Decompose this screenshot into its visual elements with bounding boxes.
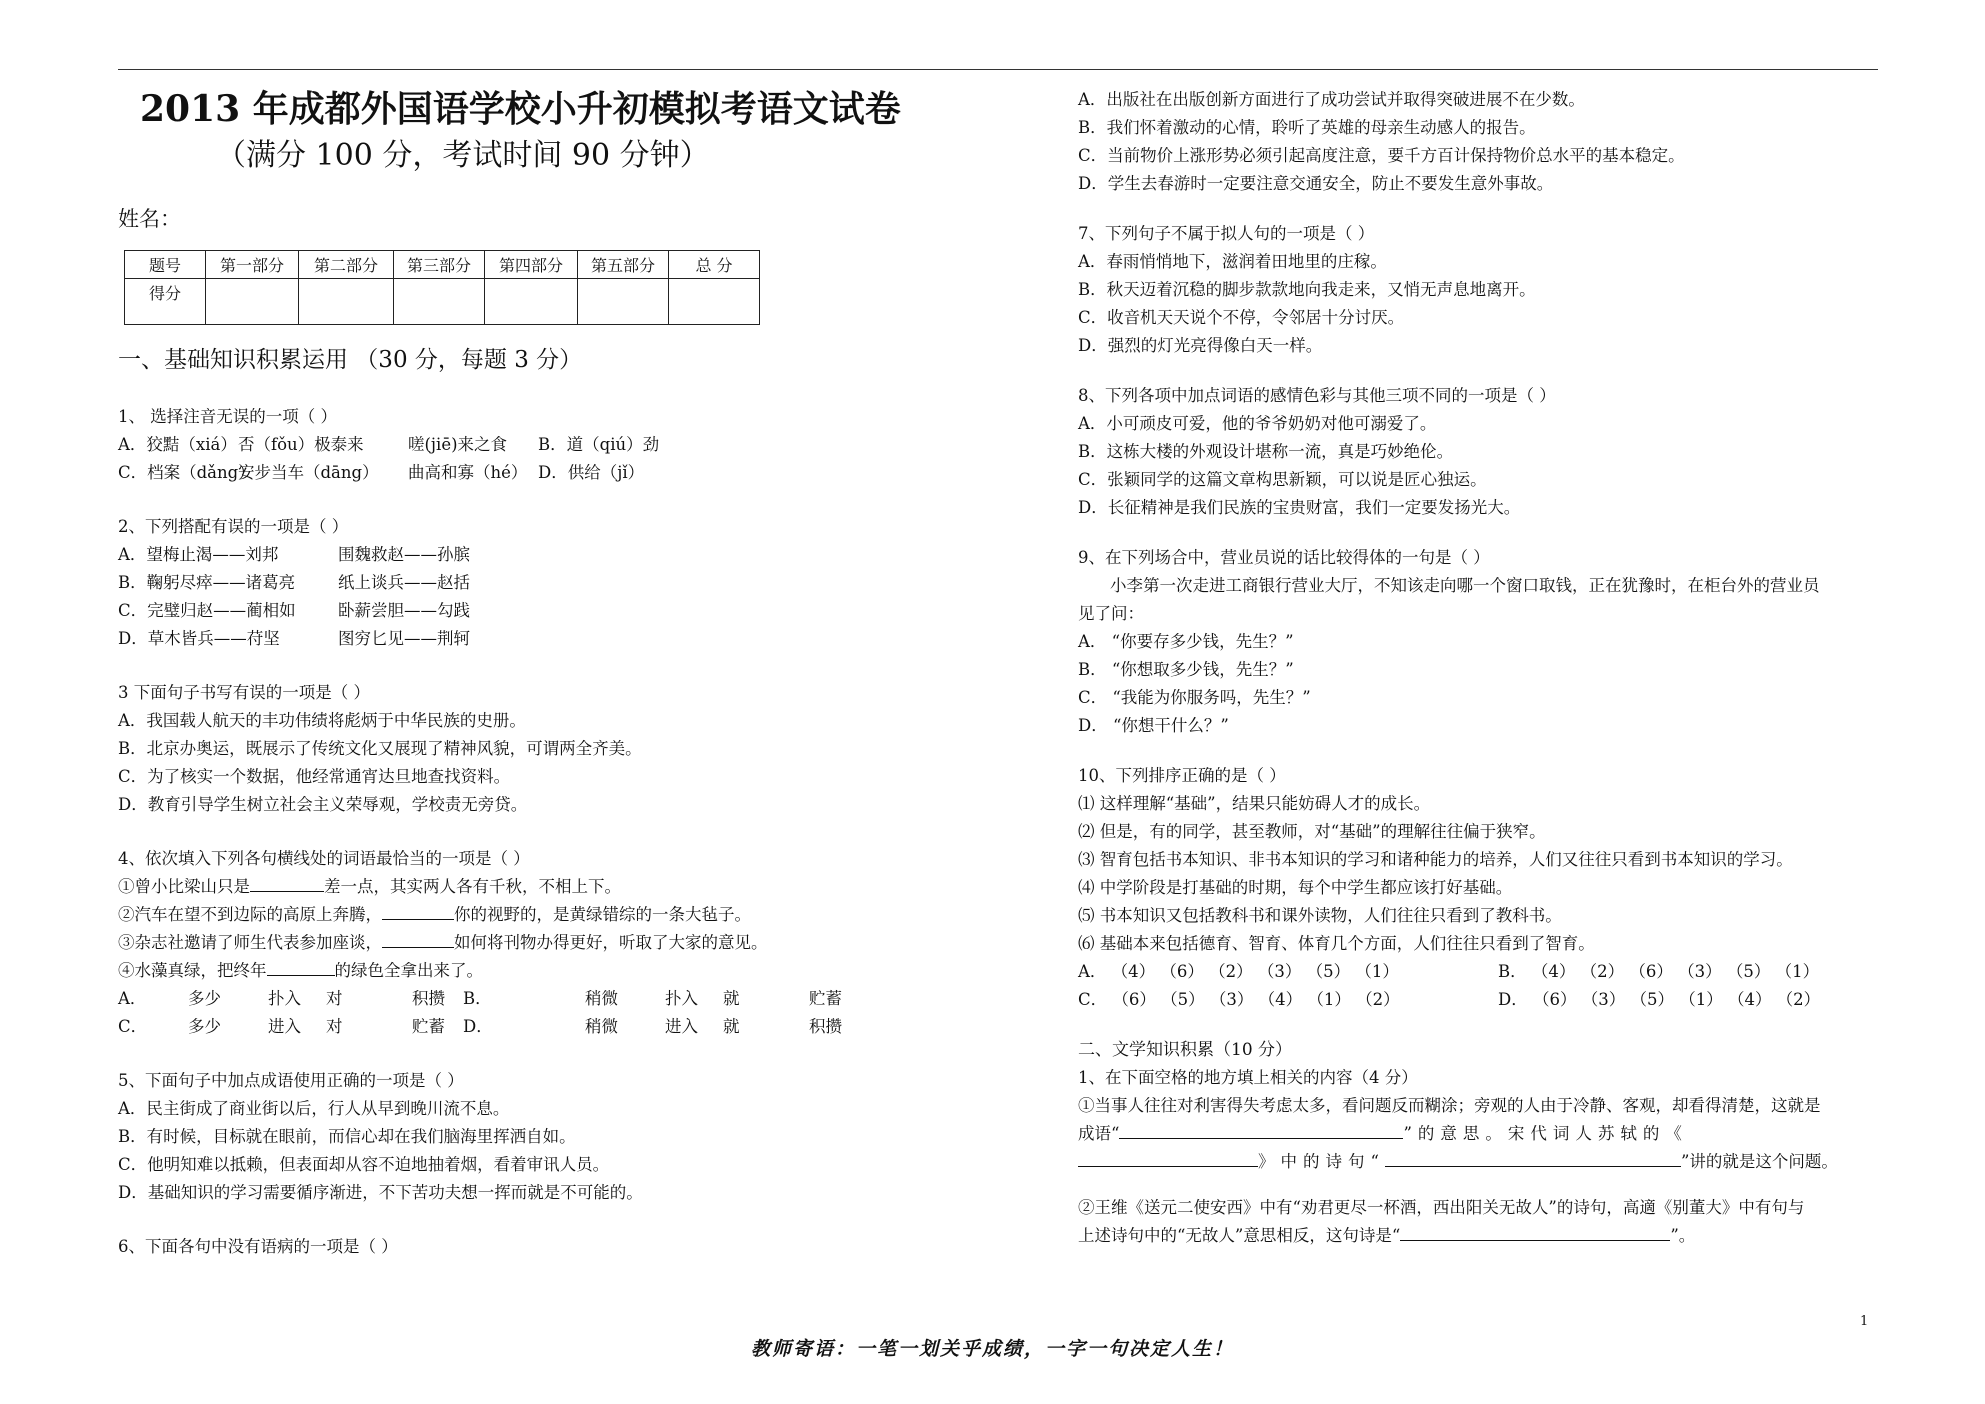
score-header-cell: 第二部分 — [299, 251, 394, 279]
question-context: 见了问： — [1078, 604, 1144, 623]
score-row-label: 得分 — [125, 279, 206, 325]
score-cell[interactable] — [485, 279, 578, 325]
option-word: 积攒 — [412, 989, 445, 1008]
option: 嗟(jiē)来之食 — [408, 435, 508, 454]
options — [1078, 958, 1878, 1014]
score-header-cell: 第四部分 — [485, 251, 578, 279]
option: D．供给（jǐ） — [538, 463, 645, 482]
option: D．草木皆兵——苻坚 — [118, 629, 280, 648]
section-1-title: 一、基础知识积累运用 （30 分，每题 3 分） — [118, 347, 583, 373]
score-header-cell: 第一部分 — [206, 251, 299, 279]
score-table — [124, 250, 760, 325]
fill-blank[interactable] — [267, 957, 335, 976]
question-5 — [118, 1067, 1078, 1207]
option: D．长征精神是我们民族的宝贵财富，我们一定要发扬光大。 — [1078, 498, 1521, 517]
paragraph — [1078, 1222, 1878, 1250]
option-word: 就 — [723, 1017, 740, 1036]
option: 图穷匕见——荆轲 — [338, 629, 470, 648]
fill-blank[interactable] — [1078, 1148, 1258, 1167]
sentence — [118, 873, 1078, 901]
option: A． “你要存多少钱，先生？” — [1078, 632, 1294, 651]
list-item: ⑵ 但是，有的同学，甚至教师，对“基础”的理解往往偏于狭窄。 — [1078, 822, 1546, 841]
paragraph: ②王维《送元二使安西》中有“劝君更尽一杯酒，西出阳关无故人”的诗句，高適《别董大》中有句与 — [1078, 1198, 1805, 1217]
option-word: 稍微 — [585, 1017, 618, 1036]
option: D． “你想干什么？” — [1078, 716, 1229, 735]
option-word: 对 — [326, 1017, 343, 1036]
question-8 — [1078, 382, 1878, 522]
option — [118, 985, 463, 1013]
option-word: 多少 — [188, 989, 221, 1008]
option: A．民主街成了商业街以后，行人从早到晚川流不息。 — [118, 1099, 510, 1118]
option: C．当前物价上涨形势必须引起高度注意，要千方百计保持物价总水平的基本稳定。 — [1078, 146, 1685, 165]
question-6-options — [1078, 86, 1878, 198]
paragraph — [1078, 1120, 1878, 1148]
option-word: 进入 — [665, 1017, 698, 1036]
question-stem: 5、下面句子中加点成语使用正确的一项是（ ） — [118, 1071, 464, 1090]
list-item: ⑹ 基础本来包括德育、智育、体育几个方面，人们往往只看到了智育。 — [1078, 934, 1595, 953]
paragraph-text: 成语“ — [1078, 1124, 1120, 1143]
options-row — [118, 985, 1078, 1013]
options-row — [118, 1013, 1078, 1041]
sentence — [118, 957, 1078, 985]
option: B．北京办奥运，既展示了传统文化又展现了精神风貌，可谓两全齐美。 — [118, 739, 642, 758]
question-10 — [1078, 762, 1878, 1014]
option-word: 多少 — [188, 1017, 221, 1036]
option: D．强烈的灯光亮得像白天一样。 — [1078, 336, 1323, 355]
option: C．收音机天天说个不停，令邻居十分讨厌。 — [1078, 308, 1405, 327]
question-stem: 1、 选择注音无误的一项（ ） — [118, 407, 337, 426]
score-header-cell: 第五部分 — [578, 251, 669, 279]
option — [463, 985, 1109, 1013]
paragraph-text: 》中的诗句“ — [1258, 1152, 1385, 1171]
option: A．我国载人航天的丰功伟绩将彪炳于中华民族的史册。 — [118, 711, 526, 730]
sentence-text: ②汽车在望不到边际的高原上奔腾， — [118, 905, 382, 924]
option-word: 扑入 — [665, 989, 698, 1008]
option — [118, 1013, 463, 1041]
option-letter: D． — [463, 1017, 493, 1036]
option-word: 对 — [326, 989, 343, 1008]
option: B．这栋大楼的外观设计堪称一流，真是巧妙绝伦。 — [1078, 442, 1454, 461]
options — [118, 431, 1078, 487]
option: 安步当车（dāng） — [238, 463, 379, 482]
sentence-text: 如何将刊物办得更好，听取了大家的意见。 — [454, 933, 768, 952]
question-stem: 2、下列搭配有误的一项是（ ） — [118, 517, 349, 536]
sentence-text: 的绿色全拿出来了。 — [334, 961, 483, 980]
list-item: ⑷ 中学阶段是打基础的时期，每个中学生都应该打好基础。 — [1078, 878, 1513, 897]
option: C．完璧归赵——蔺相如 — [118, 601, 296, 620]
list-item: ⑸ 书本知识又包括教科书和课外读物，人们往往只看到了教科书。 — [1078, 906, 1562, 925]
score-cell[interactable] — [578, 279, 669, 325]
option-word: 积攒 — [809, 1017, 842, 1036]
question-stem: 4、依次填入下列各句横线处的词语最恰当的一项是（ ） — [118, 849, 530, 868]
left-column — [118, 86, 1078, 1261]
fill-blank[interactable] — [382, 901, 454, 920]
name-label: 姓名： — [118, 207, 181, 231]
sentence-text: ④水藻真绿，把终年 — [118, 961, 267, 980]
question-7 — [1078, 220, 1878, 360]
option: A． （4） （6） （2） （3） （5） （1） — [1078, 962, 1399, 981]
exam-subtitle: （满分 100 分，考试时间 90 分钟） — [216, 138, 710, 173]
option: D． （6） （3） （5） （1） （4） （2） — [1498, 990, 1821, 1009]
paragraph-text: ”讲的就是这个问题。 — [1680, 1152, 1838, 1171]
option-word: 稍微 — [585, 989, 618, 1008]
option-word: 进入 — [268, 1017, 301, 1036]
question-3 — [118, 679, 1078, 819]
option: D．教育引导学生树立社会主义荣辱观，学校责无旁贷。 — [118, 795, 528, 814]
page-number: 1 — [1860, 1314, 1869, 1329]
list-item: ⑴ 这样理解“基础”，结果只能妨碍人才的成长。 — [1078, 794, 1431, 813]
question-stem: 7、下列句子不属于拟人句的一项是（ ） — [1078, 224, 1375, 243]
option: B．道（qiú）劲 — [538, 435, 660, 454]
paragraph-text: 上述诗句中的“无故人”意思相反，这句诗是“ — [1078, 1226, 1401, 1245]
option: C． “我能为你服务吗，先生？” — [1078, 688, 1311, 707]
options — [118, 541, 1078, 653]
score-header-cell: 第三部分 — [394, 251, 485, 279]
option — [463, 1013, 1109, 1041]
score-cell[interactable] — [206, 279, 299, 325]
question-6 — [118, 1233, 1078, 1261]
footer-motto: 教师寄语：一笔一划关乎成绩，一字一句决定人生！ — [750, 1338, 1234, 1360]
score-table-score-row — [125, 279, 760, 325]
fill-blank[interactable] — [1385, 1148, 1681, 1167]
fill-blank[interactable] — [382, 929, 454, 948]
score-header-cell: 总 分 — [669, 251, 760, 279]
option: B． “你想取多少钱，先生？” — [1078, 660, 1294, 679]
option-letter: A． — [118, 989, 147, 1008]
option: A．出版社在出版创新方面进行了成功尝试并取得突破进展不在少数。 — [1078, 90, 1585, 109]
option: C． （6） （5） （3） （4） （1） （2） — [1078, 990, 1400, 1009]
question-stem: 3 下面句子书写有误的一项是（ ） — [118, 683, 370, 702]
option: B． （4） （2） （6） （3） （5） （1） — [1498, 962, 1820, 981]
option: B．秋天迈着沉稳的脚步款款地向我走来，又悄无声息地离开。 — [1078, 280, 1536, 299]
option: 曲高和寡（hé） — [408, 463, 528, 482]
option: A．狡黠（xiá） — [118, 435, 237, 454]
fill-blank[interactable] — [1119, 1120, 1403, 1139]
question-9 — [1078, 544, 1878, 740]
score-cell[interactable] — [299, 279, 394, 325]
paragraph-text: ”的意思。宋代词人苏轼的《 — [1403, 1124, 1688, 1143]
score-header-cell: 题号 — [125, 251, 206, 279]
option-word: 贮蓄 — [412, 1017, 445, 1036]
option: B．有时候，目标就在眼前，而信心却在我们脑海里挥洒自如。 — [118, 1127, 576, 1146]
option: A．春雨悄悄地下，滋润着田地里的庄稼。 — [1078, 252, 1387, 271]
option-word: 就 — [723, 989, 740, 1008]
option: D．基础知识的学习需要循序渐进，不下苦功夫想一挥而就是不可能的。 — [118, 1183, 643, 1202]
paragraph — [1078, 1148, 1878, 1176]
option: 卧薪尝胆——勾践 — [338, 601, 470, 620]
score-table-header-row — [125, 251, 760, 279]
sentence — [118, 929, 1078, 957]
list-item: ⑶ 智育包括书本知识、非书本知识的学习和诸种能力的培养，人们又往往只看到书本知识的学习。 — [1078, 850, 1793, 869]
option-word: 贮蓄 — [809, 989, 842, 1008]
fill-blank[interactable] — [1400, 1222, 1670, 1241]
option-word: 扑入 — [268, 989, 301, 1008]
option: A．望梅止渴——刘邦 — [118, 545, 279, 564]
question-stem: 10、下列排序正确的是（ ） — [1078, 766, 1286, 785]
option: C．他明知难以抵赖，但表面却从容不迫地抽着烟，看着审讯人员。 — [118, 1155, 610, 1174]
sentence — [118, 901, 1078, 929]
sentence-text: ③杂志社邀请了师生代表参加座谈， — [118, 933, 382, 952]
question-stem: 8、下列各项中加点词语的感情色彩与其他三项不同的一项是（ ） — [1078, 386, 1556, 405]
option: 否（fǒu）极泰来 — [238, 435, 364, 454]
score-cell[interactable] — [394, 279, 485, 325]
option: D．学生去春游时一定要注意交通安全，防止不要发生意外事故。 — [1078, 174, 1554, 193]
fill-blank[interactable] — [250, 873, 324, 892]
exam-title: 2013 年成都外国语学校小升初模拟考语文试卷 — [140, 88, 901, 130]
option: 纸上谈兵——赵括 — [338, 573, 470, 592]
paragraph: ①当事人往往对利害得失考虑太多，看问题反而糊涂；旁观的人由于冷静、客观，却看得清楚，这就是 — [1078, 1096, 1821, 1115]
paragraph-text: ”。 — [1670, 1226, 1696, 1245]
question-stem: 9、在下列场合中，营业员说的话比较得体的一句是（ ） — [1078, 548, 1490, 567]
section-2-sub-1: 1、在下面空格的地方填上相关的内容（4 分） — [1078, 1068, 1418, 1087]
question-4 — [118, 845, 1078, 1041]
option: 围魏救赵——孙膑 — [338, 545, 470, 564]
question-1 — [118, 403, 1078, 487]
top-rule — [118, 69, 1878, 70]
option-letter: C． — [118, 1017, 148, 1036]
score-cell[interactable] — [669, 279, 760, 325]
sentence-text: ①曾小比梁山只是 — [118, 877, 250, 896]
option: C．为了核实一个数据，他经常通宵达旦地查找资料。 — [118, 767, 511, 786]
option: C．张颖同学的这篇文章构思新颖，可以说是匠心独运。 — [1078, 470, 1487, 489]
sentence-text: 差一点，其实两人各有千秋，不相上下。 — [324, 877, 621, 896]
option: A．小可顽皮可爱，他的爷爷奶奶对他可溺爱了。 — [1078, 414, 1437, 433]
sentence-text: 你的视野的，是黄绿错综的一条大毡子。 — [454, 905, 751, 924]
question-2 — [118, 513, 1078, 653]
question-context: 小李第一次走进工商银行营业大厅，不知该走向哪一个窗口取钱，正在犹豫时，在柜台外的营业员 — [1110, 576, 1820, 595]
question-stem: 6、下面各句中没有语病的一项是（ ） — [118, 1237, 398, 1256]
right-column — [1078, 86, 1878, 1250]
section-2-title: 二、文学知识积累（10 分） — [1078, 1040, 1293, 1060]
option: B．我们怀着激动的心情，聆听了英雄的母亲生动感人的报告。 — [1078, 118, 1536, 137]
option: C．档案（dǎng） — [118, 463, 255, 482]
option-letter: B． — [463, 989, 492, 1008]
option: B．鞠躬尽瘁——诸葛亮 — [118, 573, 296, 592]
